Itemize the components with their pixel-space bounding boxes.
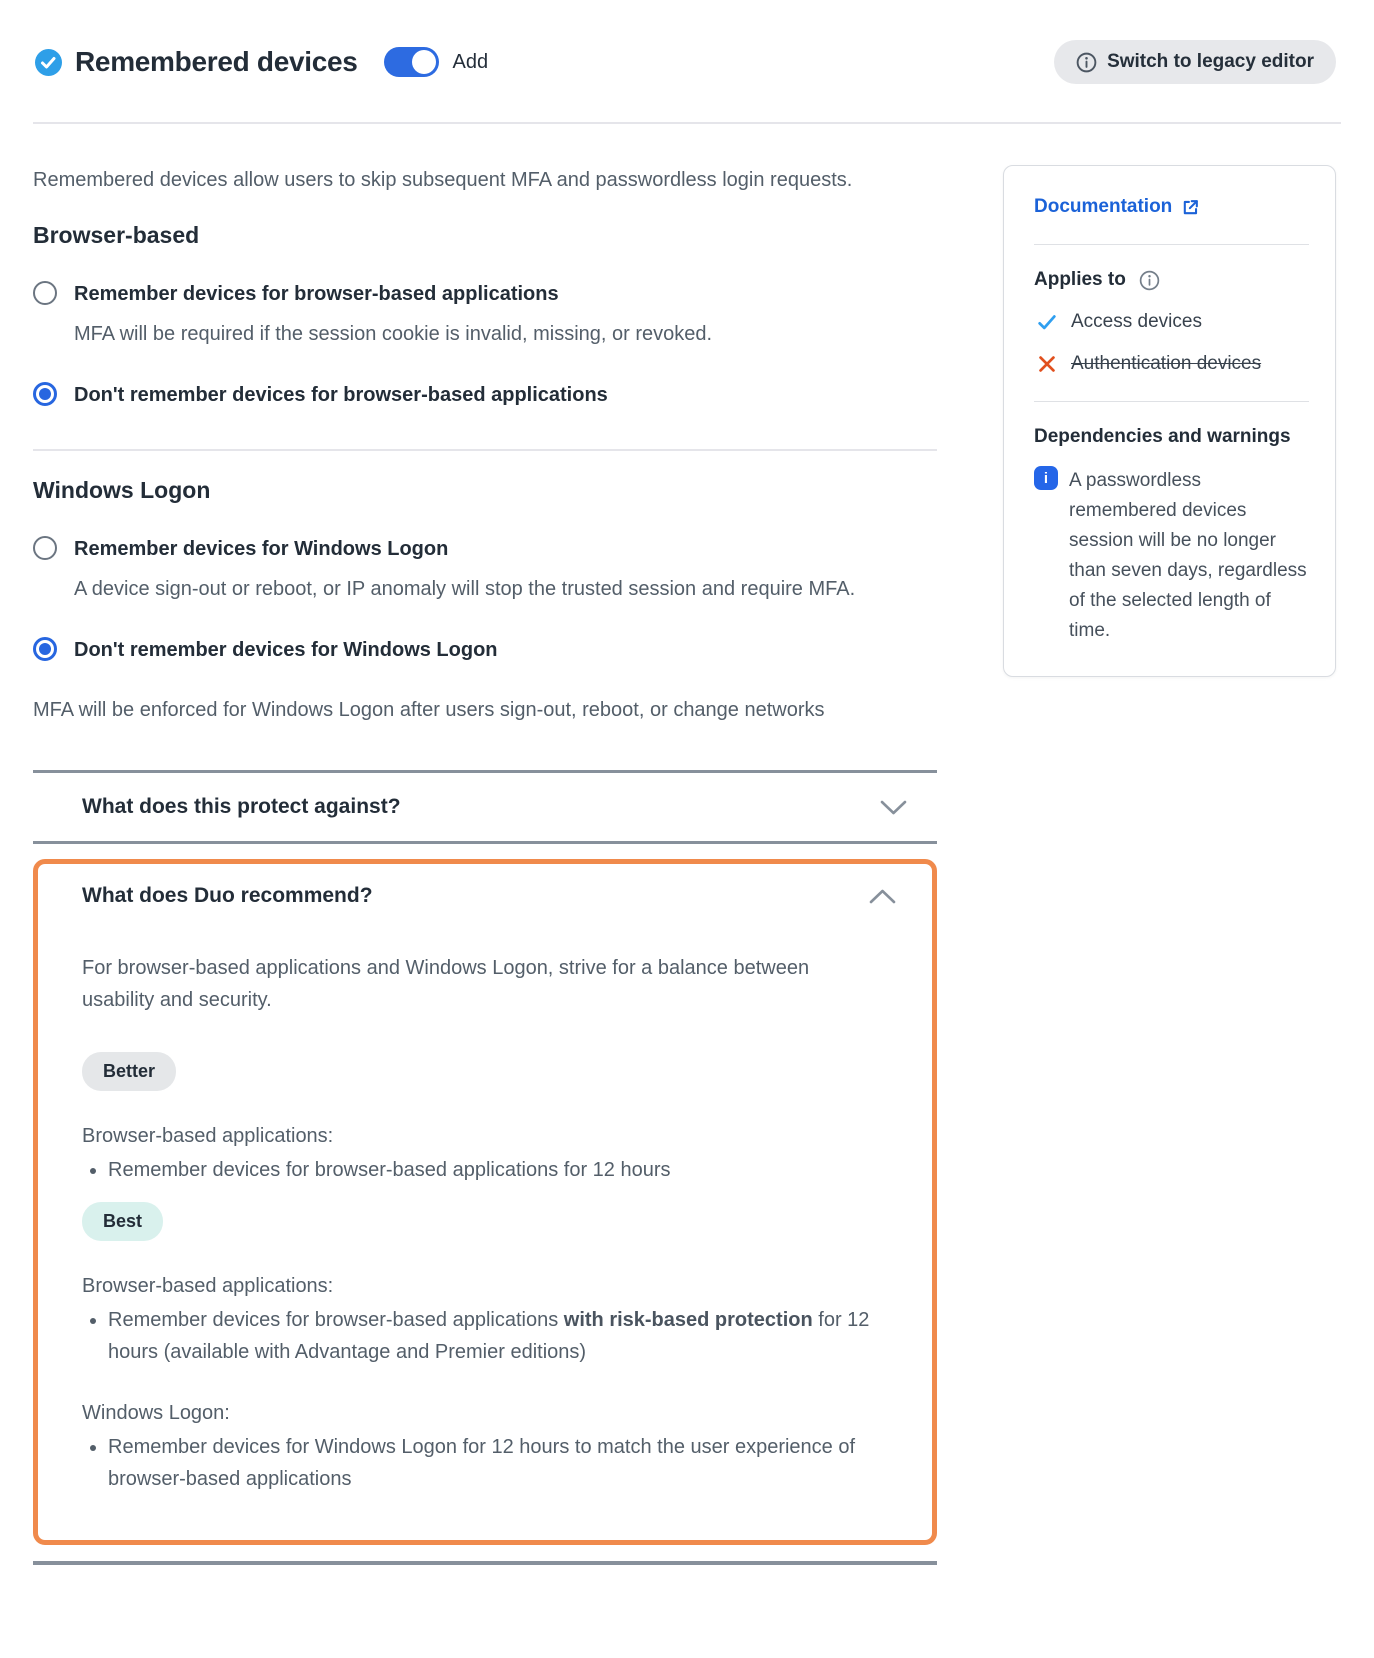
radio-selected-icon[interactable] <box>33 637 57 661</box>
radio-option-label: Don't remember devices for Windows Logon <box>74 639 498 661</box>
better-group-label: Browser-based applications: <box>82 1125 334 1147</box>
windows-logon-heading: Windows Logon <box>33 477 211 503</box>
applies-to-access-devices <box>1036 311 1309 333</box>
browser-based-heading: Browser-based <box>33 222 200 248</box>
switch-to-legacy-editor-button[interactable] <box>1054 40 1336 84</box>
info-icon[interactable] <box>1139 270 1160 291</box>
legacy-button-label: Switch to legacy editor <box>1107 51 1314 72</box>
info-icon <box>1076 52 1097 73</box>
risk-based-protection-emphasis: with risk-based protection <box>563 1309 813 1331</box>
radio-option-dont-remember-windows[interactable] <box>33 637 937 662</box>
card-divider <box>1034 401 1309 402</box>
header-divider <box>33 122 1341 124</box>
radio-option-description: A device sign-out or reboot, or IP anomaly will stop the trusted session and require MFA. <box>74 578 856 600</box>
radio-selected-icon[interactable] <box>33 382 57 406</box>
documentation-link-label: Documentation <box>1034 196 1173 217</box>
documentation-link[interactable] <box>1034 196 1200 218</box>
toggle-label: Add <box>452 50 489 73</box>
remembered-devices-settings-page <box>0 42 1374 1565</box>
page-header <box>35 42 1336 82</box>
accordion-title: What does this protect against? <box>82 795 401 818</box>
radio-option-label: Remember devices for Windows Logon <box>74 538 449 560</box>
chevron-up-icon <box>869 888 896 905</box>
info-sidebar <box>1003 162 1336 677</box>
external-link-icon <box>1181 198 1200 217</box>
applies-to-authentication-devices <box>1036 353 1309 375</box>
accordion-header[interactable] <box>82 884 896 908</box>
radio-option-remember-windows[interactable] <box>33 536 937 561</box>
chevron-down-icon <box>880 799 907 816</box>
radio-option-label: Remember devices for browser-based applications <box>74 283 559 305</box>
accordion-what-does-this-protect-against[interactable] <box>33 770 937 844</box>
policy-info-card <box>1003 165 1336 677</box>
dependency-note-text: A passwordless remembered devices session will be no longer than seven days, regardless of the selected length of time. <box>1069 470 1307 641</box>
section-divider <box>33 449 937 451</box>
best-windows-bullet-list <box>82 1431 896 1495</box>
configured-check-icon <box>35 49 62 76</box>
applies-to-item-label: Access devices <box>1071 311 1202 332</box>
bottom-divider <box>33 1561 937 1565</box>
intro-text: Remembered devices allow users to skip subsequent MFA and passwordless login requests. <box>33 169 853 191</box>
radio-option-description: MFA will be required if the session cookie is invalid, missing, or revoked. <box>74 323 713 345</box>
list-item: • Remember devices for browser-based applications with risk-based protection for 12 hours (available with Advantage and Premier editions) <box>108 1304 878 1368</box>
accordion-title: What does Duo recommend? <box>82 884 373 907</box>
toggle-knob <box>412 50 436 74</box>
best-windows-group-label: Windows Logon: <box>82 1402 230 1424</box>
windows-logon-footnote: MFA will be enforced for Windows Logon after users sign-out, reboot, or change networks <box>33 699 825 721</box>
info-filled-icon: i <box>1034 466 1058 490</box>
settings-main-column <box>33 162 937 1565</box>
dependency-note <box>1034 466 1309 646</box>
best-browser-group-label: Browser-based applications: <box>82 1275 334 1297</box>
better-badge: Better <box>82 1052 176 1091</box>
list-item: • Remember devices for Windows Logon for 12 hours to match the user experience of browser-based applications <box>108 1431 878 1495</box>
applies-to-item-label: Authentication devices <box>1071 353 1262 374</box>
best-browser-bullet-list <box>82 1304 896 1368</box>
radio-unselected-icon[interactable] <box>33 281 57 305</box>
list-item: • Remember devices for browser-based applications for 12 hours <box>108 1154 878 1186</box>
page-title: Remembered devices <box>75 46 358 77</box>
recommendation-intro: For browser-based applications and Windows Logon, strive for a balance between usability and security. <box>82 957 810 1011</box>
check-icon <box>1036 311 1058 333</box>
dependencies-heading: Dependencies and warnings <box>1034 426 1291 447</box>
radio-option-remember-browser[interactable] <box>33 281 937 306</box>
best-badge: Best <box>82 1202 163 1241</box>
better-bullet-list <box>82 1154 896 1186</box>
accordion-what-does-duo-recommend <box>33 859 937 1545</box>
card-divider <box>1034 244 1309 245</box>
radio-option-dont-remember-browser[interactable] <box>33 382 937 407</box>
add-toggle[interactable] <box>384 47 439 77</box>
applies-to-heading: Applies to <box>1034 269 1309 291</box>
radio-unselected-icon[interactable] <box>33 536 57 560</box>
radio-option-label: Don't remember devices for browser-based applications <box>74 384 608 406</box>
x-icon <box>1036 353 1058 375</box>
